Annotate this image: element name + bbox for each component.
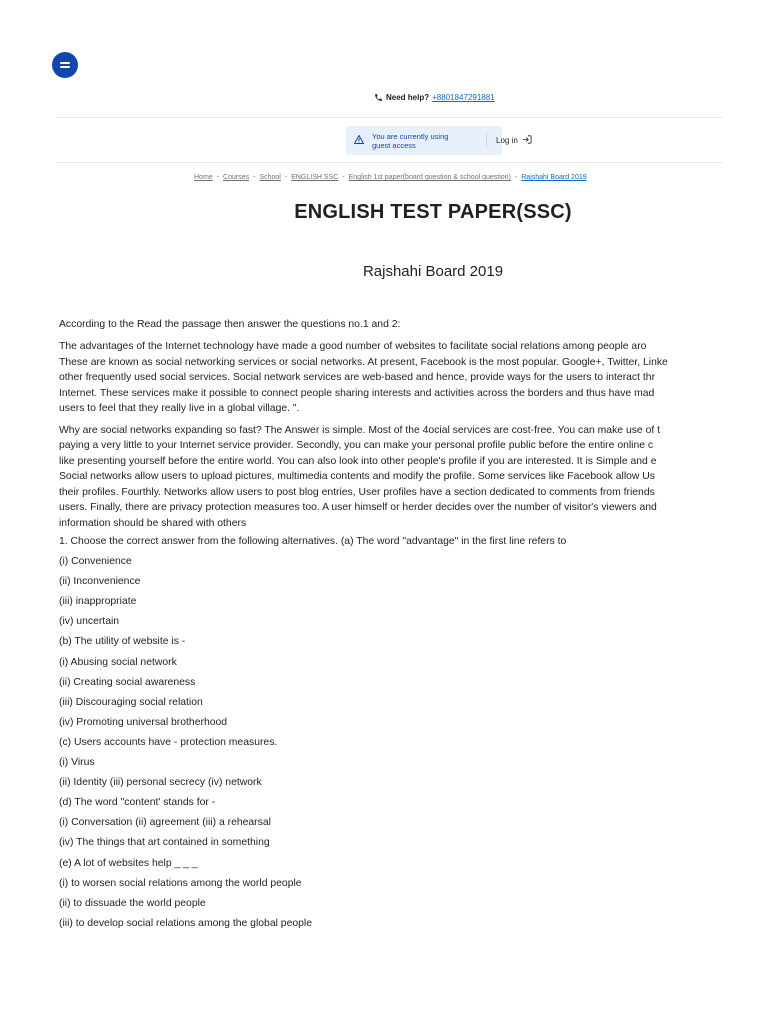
logo-bar-bottom xyxy=(60,66,70,68)
question-line: (d) The word "content' stands for - xyxy=(59,797,216,809)
question-line: (ii) Creating social awareness xyxy=(59,676,196,688)
passage-paragraph-1 xyxy=(59,339,722,417)
question-line: (c) Users accounts have - protection measures. xyxy=(59,736,278,748)
intro-text: According to the Read the passage then answer the questions no.1 and 2: xyxy=(59,319,401,330)
question-line: (i) to worsen social relations among the world people xyxy=(59,877,302,889)
warning-icon xyxy=(354,135,364,146)
breadcrumb-current[interactable]: Rajshahi Board 2019 xyxy=(521,174,587,181)
guest-text xyxy=(372,132,448,150)
breadcrumb-separator: - xyxy=(216,174,220,181)
question-line: (i) Abusing social network xyxy=(59,656,177,668)
question-line: (i) Virus xyxy=(59,757,95,769)
question-line: (iv) The things that art contained in something xyxy=(59,837,270,849)
passage-line: users. Finally, there are privacy protection measures too. A user himself or herder decides over the number of visitor's viewers and xyxy=(59,502,657,513)
login-separator xyxy=(486,133,487,147)
page-title: ENGLISH TEST PAPER(SSC) xyxy=(294,201,572,223)
question-line: (ii) Identity (iii) personal secrecy (iv) network xyxy=(59,777,262,789)
breadcrumb-separator: - xyxy=(342,174,345,181)
passage-line: users to feel that they really live in a global village. ". xyxy=(59,403,300,414)
login-icon xyxy=(522,135,532,146)
page-content xyxy=(59,318,722,934)
passage-line: their profiles. Fourthly. Networks allow users to post blog entries, User profiles have a section dedicated to comments from friends xyxy=(59,486,655,498)
breadcrumb-separator: - xyxy=(514,174,518,181)
breadcrumb-separator: - xyxy=(253,174,256,181)
breadcrumb-courses[interactable]: Courses xyxy=(223,174,250,181)
header-divider xyxy=(57,117,722,118)
help-phone-link[interactable]: +8801847291881 xyxy=(432,93,495,102)
help-contact xyxy=(374,93,495,102)
passage-line: The advantages of the Internet technology have made a good number of websites to facilitate social relations among people aro xyxy=(59,341,647,352)
question-line: (iii) inappropriate xyxy=(59,596,137,608)
breadcrumb xyxy=(194,174,587,181)
site-logo[interactable] xyxy=(52,52,78,78)
guest-line-2: guest access xyxy=(372,140,416,150)
guest-access-notice xyxy=(346,126,502,155)
passage-line: Social networks allow users to upload pictures, multimedia contents and modify the profile. Some services like Facebook allow Us xyxy=(59,471,656,482)
breadcrumb-english-1st-paper[interactable]: English 1st paper(board question & school question) xyxy=(348,174,511,181)
passage-line: other frequently used social services. Social network services are web-based and hence, provide ways for the users to interact thr xyxy=(59,372,656,383)
question-line: (iii) Discouraging social relation xyxy=(59,696,203,708)
passage-line: These are known as social networking services or social networks. At present, Facebook is the most popular. Google+, Twitter, Linke xyxy=(59,356,668,368)
passage-line: Why are social networks expanding so fast? The Answer is simple. Most of the 4ocial services are cost-free. You can make use of t xyxy=(59,424,661,436)
passage-line: Internet. These services make it possible to connect people sharing interests and activities across the borders and thus have mad xyxy=(59,387,655,399)
question-line: (iii) to develop social relations among the global people xyxy=(59,917,312,929)
question-line: (i) Conversation (ii) agreement (iii) a rehearsal xyxy=(59,817,271,829)
login-link[interactable] xyxy=(496,135,532,146)
breadcrumb-school[interactable]: School xyxy=(259,174,281,181)
question-line: (i) Convenience xyxy=(59,556,132,568)
breadcrumb-separator: - xyxy=(284,174,288,181)
header-divider-bottom xyxy=(57,162,722,163)
passage-line: paying a very little to your Internet service provider. Secondly, you can make your personal profile public before the entire online c xyxy=(59,440,654,451)
question-line: (b) The utility of website is - xyxy=(59,636,186,648)
question-line: (ii) Inconvenience xyxy=(59,576,141,588)
question-line: (e) A lot of websites help _ _ _ xyxy=(59,857,198,869)
breadcrumb-english-ssc[interactable]: ENGLISH SSC xyxy=(291,174,339,181)
question-list xyxy=(59,532,722,934)
logo-bar-top xyxy=(60,62,70,64)
guest-line-1: You are currently using xyxy=(372,131,449,141)
phone-icon xyxy=(374,93,383,102)
question-line: 1. Choose the correct answer from the following alternatives. (a) The word "advantage" in the first line refers to xyxy=(59,536,567,547)
question-line: (ii) to dissuade the world people xyxy=(59,897,206,909)
breadcrumb-home[interactable]: Home xyxy=(194,174,213,181)
page-subtitle: Rajshahi Board 2019 xyxy=(362,263,504,280)
passage-paragraph-2 xyxy=(59,423,722,532)
passage-line: like presenting yourself before the entire world. You can also look into other people's profile if you are interested. It is Simple and e xyxy=(59,455,657,467)
help-label: Need help? xyxy=(386,93,430,102)
question-line: (iv) uncertain xyxy=(59,616,120,628)
login-label: Log in xyxy=(496,136,518,145)
question-line: (iv) Promoting universal brotherhood xyxy=(59,716,228,728)
passage-line: information should be shared with others xyxy=(59,517,247,529)
